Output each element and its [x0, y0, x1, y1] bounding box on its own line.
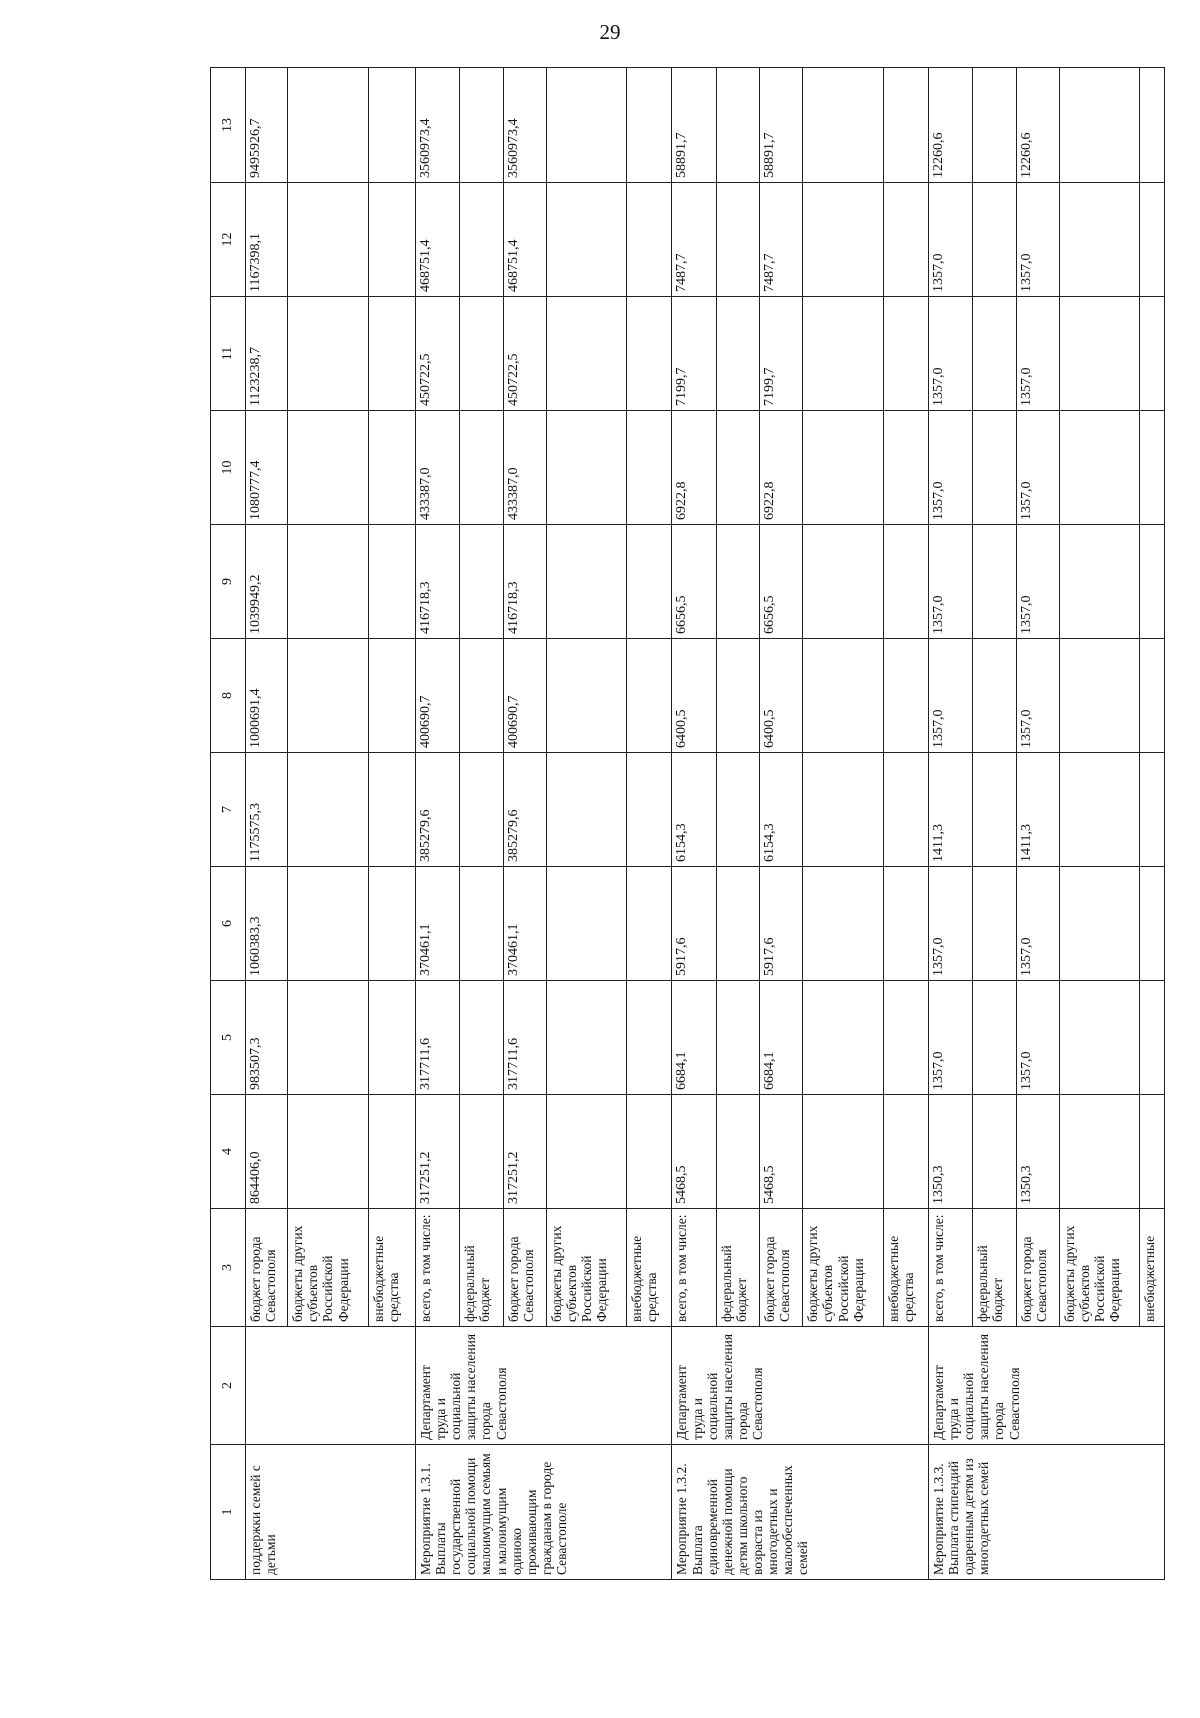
value-cell [460, 525, 503, 639]
value-cell [716, 981, 759, 1095]
value-cell [973, 297, 1016, 411]
value-cell [883, 183, 928, 297]
value-cell [973, 183, 1016, 297]
value-cell [460, 411, 503, 525]
value-cell [627, 981, 672, 1095]
value-cell [973, 981, 1016, 1095]
value-cell [716, 639, 759, 753]
value-cell [288, 639, 368, 753]
value-cell [883, 981, 928, 1095]
value-cell: 1350,3 [1016, 1095, 1059, 1209]
value-cell [883, 297, 928, 411]
column-number-header: 1 [211, 1445, 246, 1580]
value-cell [1140, 297, 1165, 411]
value-cell [1059, 525, 1139, 639]
value-cell [1140, 753, 1165, 867]
value-cell [627, 867, 672, 981]
value-cell: 1357,0 [928, 867, 972, 981]
value-cell: 385279,6 [503, 753, 546, 867]
value-cell [1059, 981, 1139, 1095]
value-cell [460, 753, 503, 867]
value-cell [1140, 1095, 1165, 1209]
value-cell: 1357,0 [928, 297, 972, 411]
value-cell [288, 525, 368, 639]
value-cell [883, 68, 928, 183]
table-row [928, 68, 972, 1580]
funding-source-cell: бюджет города Севастополя [503, 1209, 546, 1327]
table-row [246, 68, 288, 1580]
value-cell: 370461,1 [503, 867, 546, 981]
value-cell [368, 68, 415, 183]
measure-name-cell: Мероприятие 1.3.1. Выплаты государственной социальной помощи малоимущим семьям и малоимущим одиноко проживающим гражданам в городе Севастополе [415, 1445, 672, 1580]
value-cell [716, 183, 759, 297]
funding-source-cell: всего, в том числе: [415, 1209, 459, 1327]
value-cell [627, 297, 672, 411]
value-cell [973, 525, 1016, 639]
column-number-header: 6 [211, 867, 246, 981]
funding-source-cell: всего, в том числе: [928, 1209, 972, 1327]
value-cell [627, 68, 672, 183]
column-number-header: 13 [211, 68, 246, 183]
value-cell [368, 867, 415, 981]
value-cell: 6154,3 [760, 753, 803, 867]
value-cell: 317711,6 [503, 981, 546, 1095]
value-cell [627, 411, 672, 525]
value-cell [288, 981, 368, 1095]
value-cell: 7199,7 [760, 297, 803, 411]
value-cell: 7487,7 [760, 183, 803, 297]
value-cell [627, 183, 672, 297]
value-cell [368, 411, 415, 525]
value-cell: 6684,1 [672, 981, 716, 1095]
value-cell [803, 525, 883, 639]
funding-source-cell: бюджет города Севастополя [760, 1209, 803, 1327]
value-cell [627, 753, 672, 867]
value-cell [368, 639, 415, 753]
value-cell [1140, 68, 1165, 183]
value-cell: 1411,3 [928, 753, 972, 867]
value-cell [1140, 981, 1165, 1095]
value-cell [368, 981, 415, 1095]
value-cell: 58891,7 [672, 68, 716, 183]
value-cell [627, 525, 672, 639]
value-cell: 6400,5 [672, 639, 716, 753]
value-cell: 5917,6 [760, 867, 803, 981]
value-cell [883, 1095, 928, 1209]
funding-source-cell: всего, в том числе: [672, 1209, 716, 1327]
measure-name-cell: Мероприятие 1.3.3. Выплата стипендий одаренным детям из многодетных семей [928, 1445, 1164, 1580]
funding-source-cell: бюджеты других субъектов Российской Федерации [803, 1209, 883, 1327]
value-cell [883, 525, 928, 639]
funding-source-cell: федеральный бюджет [460, 1209, 503, 1327]
value-cell: 1039949,2 [246, 525, 288, 639]
value-cell: 12260,6 [1016, 68, 1059, 183]
value-cell: 1357,0 [928, 981, 972, 1095]
value-cell [716, 753, 759, 867]
value-cell: 1357,0 [1016, 867, 1059, 981]
value-cell [460, 68, 503, 183]
value-cell: 1411,3 [1016, 753, 1059, 867]
column-number-header: 8 [211, 639, 246, 753]
value-cell [803, 411, 883, 525]
value-cell: 317251,2 [503, 1095, 546, 1209]
value-cell [883, 639, 928, 753]
value-cell [973, 1095, 1016, 1209]
value-cell [716, 411, 759, 525]
value-cell [546, 68, 626, 183]
value-cell [803, 1095, 883, 1209]
value-cell: 1357,0 [928, 183, 972, 297]
value-cell: 433387,0 [415, 411, 459, 525]
page-number: 29 [599, 20, 621, 44]
value-cell [460, 639, 503, 753]
value-cell [803, 639, 883, 753]
value-cell [973, 753, 1016, 867]
value-cell [1140, 525, 1165, 639]
value-cell [716, 297, 759, 411]
column-number-header: 7 [211, 753, 246, 867]
value-cell [1059, 411, 1139, 525]
value-cell [1059, 297, 1139, 411]
funding-source-cell: бюджет города Севастополя [246, 1209, 288, 1327]
funding-source-cell: внебюджетные средства [883, 1209, 928, 1327]
value-cell [368, 1095, 415, 1209]
value-cell: 1000691,4 [246, 639, 288, 753]
value-cell [1059, 1095, 1139, 1209]
value-cell [546, 411, 626, 525]
value-cell [368, 753, 415, 867]
value-cell: 7487,7 [672, 183, 716, 297]
value-cell: 416718,3 [415, 525, 459, 639]
value-cell: 1357,0 [1016, 639, 1059, 753]
funding-source-cell: внебюджетные средства [368, 1209, 415, 1327]
value-cell: 983507,3 [246, 981, 288, 1095]
value-cell: 400690,7 [503, 639, 546, 753]
column-number-header: 4 [211, 1095, 246, 1209]
value-cell [288, 753, 368, 867]
value-cell [803, 183, 883, 297]
column-number-header: 5 [211, 981, 246, 1095]
column-number-header: 9 [211, 525, 246, 639]
value-cell: 3560973,4 [415, 68, 459, 183]
value-cell: 1080777,4 [246, 411, 288, 525]
funding-source-cell: федеральный бюджет [973, 1209, 1016, 1327]
funding-source-cell: внебюджетные средства [627, 1209, 672, 1327]
value-cell [803, 753, 883, 867]
value-cell: 1060383,3 [246, 867, 288, 981]
funding-source-cell: бюджеты других субъектов Российской Федерации [288, 1209, 368, 1327]
value-cell [803, 867, 883, 981]
value-cell: 1357,0 [928, 639, 972, 753]
value-cell: 6656,5 [672, 525, 716, 639]
value-cell: 317711,6 [415, 981, 459, 1095]
value-cell [1140, 411, 1165, 525]
column-number-header: 2 [211, 1327, 246, 1445]
value-cell: 1357,0 [1016, 183, 1059, 297]
value-cell: 6656,5 [760, 525, 803, 639]
value-cell [627, 1095, 672, 1209]
value-cell: 12260,6 [928, 68, 972, 183]
column-number-header: 3 [211, 1209, 246, 1327]
value-cell: 1167398,1 [246, 183, 288, 297]
value-cell [288, 867, 368, 981]
value-cell [288, 1095, 368, 1209]
value-cell: 468751,4 [503, 183, 546, 297]
value-cell: 370461,1 [415, 867, 459, 981]
value-cell: 5468,5 [760, 1095, 803, 1209]
value-cell [460, 297, 503, 411]
value-cell [460, 1095, 503, 1209]
value-cell [803, 297, 883, 411]
measure-name-cell: Мероприятие 1.3.2. Выплата единовременной денежной помощи детям школьного возраста из многодетных и малообеспеченных семей [672, 1445, 929, 1580]
funding-source-cell: внебюджетные [1140, 1209, 1165, 1327]
value-cell [1059, 639, 1139, 753]
value-cell [288, 68, 368, 183]
program-funding-table [210, 67, 1165, 1580]
value-cell [546, 1095, 626, 1209]
value-cell [973, 411, 1016, 525]
value-cell: 1357,0 [928, 411, 972, 525]
value-cell [1140, 867, 1165, 981]
value-cell: 9495926,7 [246, 68, 288, 183]
value-cell: 450722,5 [415, 297, 459, 411]
value-cell: 433387,0 [503, 411, 546, 525]
value-cell [973, 867, 1016, 981]
value-cell: 3560973,4 [503, 68, 546, 183]
value-cell [883, 867, 928, 981]
value-cell [546, 525, 626, 639]
value-cell [288, 411, 368, 525]
value-cell [546, 753, 626, 867]
funding-source-cell: федеральный бюджет [716, 1209, 759, 1327]
value-cell [288, 183, 368, 297]
executor-cell [246, 1327, 416, 1445]
value-cell [627, 639, 672, 753]
funding-source-cell: бюджеты других субъектов Российской Федерации [1059, 1209, 1139, 1327]
value-cell [716, 867, 759, 981]
value-cell [883, 411, 928, 525]
value-cell [546, 639, 626, 753]
value-cell: 1357,0 [1016, 981, 1059, 1095]
value-cell [1140, 639, 1165, 753]
value-cell: 58891,7 [760, 68, 803, 183]
value-cell: 1123238,7 [246, 297, 288, 411]
measure-name-cell: поддержки семей с детьми [246, 1445, 416, 1580]
column-number-header: 10 [211, 411, 246, 525]
value-cell [1140, 183, 1165, 297]
value-cell: 450722,5 [503, 297, 546, 411]
value-cell [546, 867, 626, 981]
value-cell: 385279,6 [415, 753, 459, 867]
value-cell [546, 981, 626, 1095]
value-cell [803, 981, 883, 1095]
value-cell [368, 183, 415, 297]
value-cell [1059, 68, 1139, 183]
value-cell: 1357,0 [1016, 525, 1059, 639]
value-cell [460, 867, 503, 981]
value-cell: 7199,7 [672, 297, 716, 411]
column-number-row [211, 68, 246, 1580]
value-cell [716, 68, 759, 183]
value-cell [1059, 183, 1139, 297]
value-cell: 1357,0 [1016, 411, 1059, 525]
value-cell [546, 297, 626, 411]
executor-cell: Департамент труда и социальной защиты населения города Севастополя [415, 1327, 672, 1445]
value-cell: 5468,5 [672, 1095, 716, 1209]
value-cell: 1357,0 [928, 525, 972, 639]
rotated-table-wrapper [210, 68, 1165, 1580]
value-cell: 6922,8 [760, 411, 803, 525]
value-cell [1059, 753, 1139, 867]
value-cell [716, 525, 759, 639]
value-cell: 1175575,3 [246, 753, 288, 867]
value-cell: 1350,3 [928, 1095, 972, 1209]
value-cell: 6154,3 [672, 753, 716, 867]
value-cell [803, 68, 883, 183]
funding-source-cell: бюджет города Севастополя [1016, 1209, 1059, 1327]
table-row [415, 68, 459, 1580]
executor-cell: Департамент труда и социальной защиты населения города Севастополя [928, 1327, 1164, 1445]
value-cell: 6400,5 [760, 639, 803, 753]
value-cell: 400690,7 [415, 639, 459, 753]
value-cell [288, 297, 368, 411]
column-number-header: 12 [211, 183, 246, 297]
value-cell: 468751,4 [415, 183, 459, 297]
value-cell: 317251,2 [415, 1095, 459, 1209]
value-cell: 6922,8 [672, 411, 716, 525]
value-cell [546, 183, 626, 297]
funding-source-cell: бюджеты других субъектов Российской Федерации [546, 1209, 626, 1327]
value-cell [716, 1095, 759, 1209]
value-cell [973, 639, 1016, 753]
value-cell [1059, 867, 1139, 981]
value-cell: 864406,0 [246, 1095, 288, 1209]
value-cell: 1357,0 [1016, 297, 1059, 411]
value-cell [368, 297, 415, 411]
value-cell [368, 525, 415, 639]
value-cell [460, 183, 503, 297]
value-cell [460, 981, 503, 1095]
value-cell [973, 68, 1016, 183]
table-row [672, 68, 716, 1580]
value-cell [883, 753, 928, 867]
executor-cell: Департамент труда и социальной защиты населения города Севастополя [672, 1327, 929, 1445]
value-cell: 416718,3 [503, 525, 546, 639]
column-number-header: 11 [211, 297, 246, 411]
value-cell: 6684,1 [760, 981, 803, 1095]
value-cell: 5917,6 [672, 867, 716, 981]
